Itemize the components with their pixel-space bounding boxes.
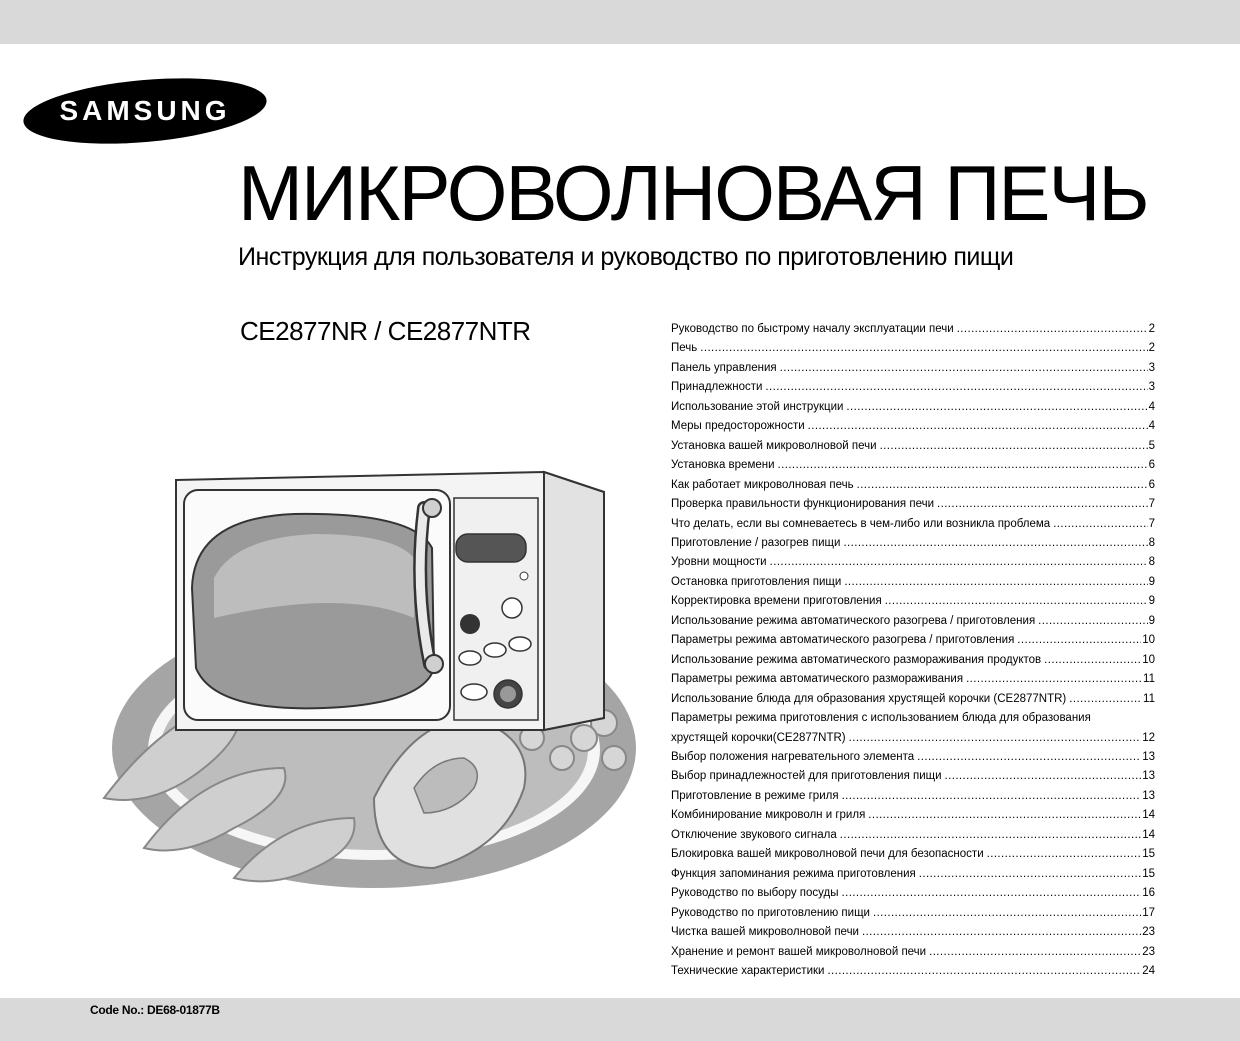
toc-entry-page: 13 bbox=[1142, 789, 1155, 802]
toc-entry-title: Приготовление / разогрев пищи bbox=[671, 536, 841, 549]
toc-leader-dots bbox=[929, 943, 1141, 962]
toc-entry-page: 24 bbox=[1142, 964, 1155, 977]
toc-entry-page: 7 bbox=[1148, 498, 1155, 511]
toc-entry bbox=[671, 884, 1155, 903]
toc-leader-dots bbox=[880, 437, 1148, 456]
toc-entry-title: Установка времени bbox=[671, 459, 775, 472]
toc-entry-title: Руководство по быстрому началу эксплуатации печи bbox=[671, 323, 954, 335]
toc-leader-dots bbox=[1053, 515, 1147, 534]
toc-entry-title: Использование режима автоматического размораживания продуктов bbox=[671, 653, 1042, 666]
toc-entry-page: 2 bbox=[1148, 342, 1155, 355]
toc-entry-page: 14 bbox=[1142, 828, 1155, 841]
toc-entry-page: 3 bbox=[1148, 361, 1155, 374]
toc-entry-title: хрустящей корочки(CE2877NTR) bbox=[671, 731, 846, 744]
toc-entry-title: Отключение звукового сигнала bbox=[671, 828, 837, 841]
toc-entry bbox=[671, 748, 1155, 767]
toc-leader-dots bbox=[849, 729, 1142, 748]
table-of-contents bbox=[671, 320, 1155, 981]
toc-entry bbox=[671, 437, 1155, 456]
toc-entry-title: Принадлежности bbox=[671, 381, 763, 394]
toc-entry bbox=[671, 767, 1155, 786]
toc-entry-title: Функция запоминания режима приготовления bbox=[671, 867, 916, 880]
toc-entry-title: Чистка вашей микроволновой печи bbox=[671, 926, 859, 939]
toc-entry-page: 15 bbox=[1142, 867, 1155, 880]
toc-entry-page: 7 bbox=[1148, 517, 1155, 530]
toc-entry bbox=[671, 553, 1155, 572]
toc-entry-title: Использование блюда для образования хрустящей корочки (CE2877NTR) bbox=[671, 692, 1067, 705]
toc-entry bbox=[671, 495, 1155, 514]
toc-entry-page: 8 bbox=[1148, 536, 1155, 549]
toc-leader-dots bbox=[700, 339, 1147, 358]
toc-entry-page: 9 bbox=[1148, 575, 1155, 588]
toc-entry-page: 6 bbox=[1148, 478, 1155, 491]
toc-leader-dots bbox=[966, 670, 1142, 689]
toc-entry-title: Использование режима автоматического разогрева / приготовления bbox=[671, 614, 1036, 627]
toc-entry bbox=[671, 865, 1155, 884]
logo-text: SAMSUNG bbox=[59, 95, 231, 126]
toc-entry-page: 11 bbox=[1143, 673, 1155, 686]
toc-entry-title: Уровни мощности bbox=[671, 556, 767, 569]
toc-entry-title: Параметры режима автоматического размораживания bbox=[671, 673, 964, 686]
toc-entry bbox=[671, 398, 1155, 417]
toc-leader-dots bbox=[842, 787, 1142, 806]
toc-entry-title: Корректировка времени приготовления bbox=[671, 595, 882, 608]
toc-leader-dots bbox=[1044, 651, 1141, 670]
toc-entry bbox=[671, 456, 1155, 475]
toc-entry-title: Параметры режима автоматического разогрева / приготовления bbox=[671, 634, 1015, 647]
toc-entry bbox=[671, 904, 1155, 923]
toc-entry-title: Приготовление в режиме гриля bbox=[671, 789, 839, 802]
top-band bbox=[0, 0, 1240, 44]
toc-entry bbox=[671, 534, 1155, 553]
toc-leader-dots bbox=[765, 378, 1147, 397]
toc-entry bbox=[671, 943, 1155, 962]
microwave-icon bbox=[84, 468, 644, 918]
toc-leader-dots bbox=[885, 592, 1148, 611]
toc-entry bbox=[671, 962, 1155, 981]
toc-entry bbox=[671, 378, 1155, 397]
toc-entry-title: Комбинирование микроволн и гриля bbox=[671, 809, 866, 822]
toc-entry bbox=[671, 845, 1155, 864]
toc-entry bbox=[671, 631, 1155, 650]
toc-entry-page: 9 bbox=[1148, 614, 1155, 627]
toc-entry-page: 12 bbox=[1142, 731, 1155, 744]
toc-entry bbox=[671, 359, 1155, 378]
toc-leader-dots bbox=[917, 748, 1141, 767]
toc-entry bbox=[671, 320, 1155, 339]
toc-entry-page: 5 bbox=[1148, 439, 1155, 452]
toc-entry bbox=[671, 476, 1155, 495]
page-subtitle: Инструкция для пользователя и руководство по приготовлению пищи bbox=[238, 243, 1014, 271]
toc-entry-title: Выбор положения нагревательного элемента bbox=[671, 750, 915, 763]
toc-entry-row bbox=[671, 729, 1155, 748]
toc-leader-dots bbox=[945, 767, 1142, 786]
toc-entry bbox=[671, 573, 1155, 592]
toc-leader-dots bbox=[857, 476, 1148, 495]
toc-entry-page: 13 bbox=[1142, 750, 1155, 763]
toc-leader-dots bbox=[840, 826, 1141, 845]
toc-entry bbox=[671, 806, 1155, 825]
toc-entry bbox=[671, 826, 1155, 845]
toc-entry-title: Установка вашей микроволновой печи bbox=[671, 439, 877, 452]
toc-entry-page: 23 bbox=[1142, 945, 1155, 958]
toc-leader-dots bbox=[919, 865, 1141, 884]
toc-entry-page: 10 bbox=[1142, 634, 1155, 647]
code-number: Code No.: DE68-01877B bbox=[90, 1003, 220, 1017]
toc-leader-dots bbox=[1069, 690, 1142, 709]
toc-leader-dots bbox=[1038, 612, 1147, 631]
toc-entry bbox=[671, 417, 1155, 436]
toc-entry-title: Руководство по приготовлению пищи bbox=[671, 906, 870, 919]
toc-entry-title: Меры предосторожности bbox=[671, 420, 805, 433]
toc-leader-dots bbox=[842, 884, 1142, 903]
toc-leader-dots bbox=[827, 962, 1141, 981]
toc-entry-title: Использование этой инструкции bbox=[671, 400, 844, 413]
toc-leader-dots bbox=[778, 456, 1148, 475]
toc-entry bbox=[671, 787, 1155, 806]
toc-entry-title: Печь bbox=[671, 342, 698, 355]
toc-entry-title: Панель управления bbox=[671, 361, 777, 374]
toc-leader-dots bbox=[862, 923, 1141, 942]
toc-leader-dots bbox=[780, 359, 1148, 378]
microwave-oven-illustration bbox=[84, 468, 644, 918]
toc-entry-title: Руководство по выбору посуды bbox=[671, 887, 839, 900]
toc-entry-page: 9 bbox=[1148, 595, 1155, 608]
toc-entry bbox=[671, 651, 1155, 670]
toc-entry-page: 16 bbox=[1142, 887, 1155, 900]
toc-entry-page: 10 bbox=[1142, 653, 1155, 666]
toc-entry bbox=[671, 709, 1155, 748]
toc-entry-page: 4 bbox=[1148, 420, 1155, 433]
toc-entry bbox=[671, 515, 1155, 534]
toc-entry-title: Блокировка вашей микроволновой печи для безопасности bbox=[671, 848, 984, 861]
toc-entry-page: 11 bbox=[1143, 692, 1155, 705]
toc-leader-dots bbox=[770, 553, 1148, 572]
toc-leader-dots bbox=[846, 398, 1147, 417]
toc-leader-dots bbox=[957, 320, 1148, 339]
toc-entry bbox=[671, 592, 1155, 611]
toc-entry-title: Хранение и ремонт вашей микроволновой печи bbox=[671, 945, 927, 958]
toc-leader-dots bbox=[987, 845, 1142, 864]
toc-entry-title: Проверка правильности функционирования печи bbox=[671, 498, 935, 511]
toc-entry bbox=[671, 690, 1155, 709]
toc-entry-page: 14 bbox=[1142, 809, 1155, 822]
toc-entry-page: 17 bbox=[1142, 906, 1155, 919]
toc-entry-page: 13 bbox=[1142, 770, 1155, 783]
toc-leader-dots bbox=[868, 806, 1141, 825]
toc-entry-title: Технические характеристики bbox=[671, 964, 825, 977]
toc-entry-title: Как работает микроволновая печь bbox=[671, 478, 854, 491]
toc-entry-title: Что делать, если вы сомневаетесь в чем-либо или возникла проблема bbox=[671, 517, 1051, 530]
toc-entry-title: Выбор принадлежностей для приготовления пищи bbox=[671, 770, 942, 783]
toc-entry-page: 6 bbox=[1148, 459, 1155, 472]
model-number: CE2877NR / CE2877NTR bbox=[240, 316, 531, 346]
toc-entry-page: 15 bbox=[1142, 848, 1155, 861]
toc-leader-dots bbox=[1017, 631, 1141, 650]
toc-entry-page: 4 bbox=[1148, 400, 1155, 413]
toc-leader-dots bbox=[843, 534, 1147, 553]
toc-entry-page: 3 bbox=[1148, 381, 1155, 394]
toc-entry bbox=[671, 670, 1155, 689]
toc-leader-dots bbox=[873, 904, 1141, 923]
toc-entry-title: Остановка приготовления пищи bbox=[671, 575, 842, 588]
toc-entry-page: 8 bbox=[1148, 556, 1155, 569]
toc-entry-page: 23 bbox=[1142, 926, 1155, 939]
toc-entry bbox=[671, 339, 1155, 358]
toc-entry-page: 2 bbox=[1148, 323, 1155, 335]
toc-leader-dots bbox=[937, 495, 1148, 514]
toc-leader-dots bbox=[808, 417, 1148, 436]
samsung-logo bbox=[22, 75, 268, 147]
page-title: МИКРОВОЛНОВАЯ ПЕЧЬ bbox=[238, 149, 1148, 237]
toc-entry bbox=[671, 923, 1155, 942]
toc-entry bbox=[671, 612, 1155, 631]
toc-entry-title-line1: Параметры режима приготовления с использованием блюда для образования bbox=[671, 712, 1091, 725]
toc-leader-dots bbox=[844, 573, 1147, 592]
